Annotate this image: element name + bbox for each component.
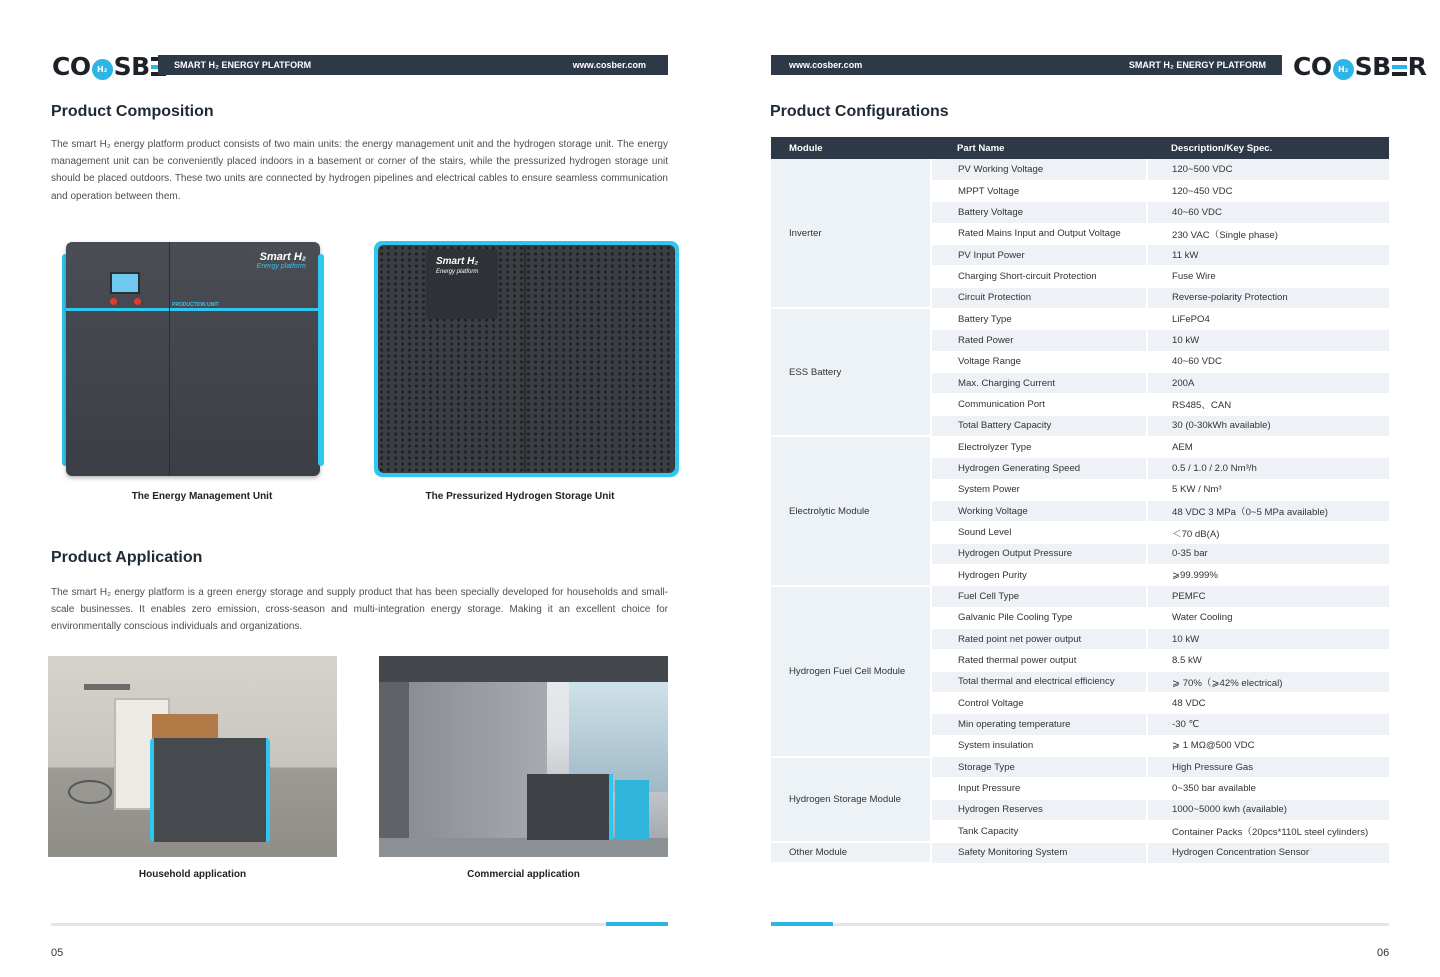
description-cell: ⩾99.999% bbox=[1147, 565, 1389, 586]
header-website[interactable]: www.cosber.com bbox=[572, 60, 646, 70]
description-cell: -30 ℃ bbox=[1147, 714, 1389, 735]
footer-accent-right bbox=[771, 922, 833, 926]
table-row bbox=[771, 586, 1389, 607]
description-cell: AEM bbox=[1147, 436, 1389, 457]
description-cell: 120~500 VDC bbox=[1147, 159, 1389, 180]
description-cell: ⩾ 1 MΩ@500 VDC bbox=[1147, 735, 1389, 756]
part-name-cell: System insulation bbox=[931, 735, 1147, 756]
footer-line-right bbox=[771, 923, 1389, 926]
part-name-cell: Total thermal and electrical efficiency bbox=[931, 671, 1147, 692]
description-cell: PEMFC bbox=[1147, 586, 1389, 607]
description-cell: Container Packs（20pcs*110L steel cylinders) bbox=[1147, 821, 1389, 842]
description-cell: 5 KW / Nm³ bbox=[1147, 479, 1389, 500]
description-cell: Reverse-polarity Protection bbox=[1147, 287, 1389, 308]
bicycle-icon bbox=[68, 780, 112, 804]
storage-brand-text bbox=[436, 257, 478, 277]
header-bar-right bbox=[771, 55, 1282, 75]
part-name-cell: Voltage Range bbox=[931, 351, 1147, 372]
part-name-cell: Rated point net power output bbox=[931, 629, 1147, 650]
household-application-photo bbox=[48, 656, 337, 857]
ground bbox=[379, 838, 668, 857]
part-name-cell: Working Voltage bbox=[931, 501, 1147, 522]
description-cell: 8.5 kW bbox=[1147, 650, 1389, 671]
storage-brand-sub: Energy platform bbox=[436, 269, 479, 275]
description-cell: 48 VDC bbox=[1147, 693, 1389, 714]
description-cell: ⩾ 70%（⩾42% electrical) bbox=[1147, 671, 1389, 692]
caption-hydrogen-storage-unit: The Pressurized Hydrogen Storage Unit bbox=[425, 491, 615, 502]
part-name-cell: Fuel Cell Type bbox=[931, 586, 1147, 607]
table-row bbox=[771, 757, 1389, 778]
application-title: Product Application bbox=[51, 549, 203, 566]
unit-brand-text bbox=[257, 252, 306, 272]
column-header-module: Module bbox=[771, 137, 931, 159]
caption-commercial-application: Commercial application bbox=[467, 869, 580, 880]
h2-badge-icon: H₂ bbox=[1333, 59, 1354, 80]
application-text: The smart H₂ energy platform is a green energy storage and supply product that has been specially developed for households and small-scale businesses. It enables zero emission, cross-season and multi-integration energy storage. Making it an excellent choice for environmentally conscious individuals and organizations. bbox=[51, 587, 668, 633]
part-name-cell: Circuit Protection bbox=[931, 287, 1147, 308]
composition-title: Product Composition bbox=[51, 103, 214, 120]
part-name-cell: Communication Port bbox=[931, 394, 1147, 415]
part-name-cell: Rated Mains Input and Output Voltage bbox=[931, 223, 1147, 244]
energy-unit-in-home bbox=[150, 738, 270, 842]
ceiling-lamp bbox=[84, 684, 130, 690]
description-cell: 0-35 bar bbox=[1147, 543, 1389, 564]
description-cell: Hydrogen Concentration Sensor bbox=[1147, 842, 1389, 863]
description-cell: Fuse Wire bbox=[1147, 266, 1389, 287]
description-cell: 10 kW bbox=[1147, 330, 1389, 351]
part-name-cell: Rated Power bbox=[931, 330, 1147, 351]
module-cell: ESS Battery bbox=[771, 308, 931, 436]
building-pillar bbox=[379, 682, 409, 857]
module-cell: Electrolytic Module bbox=[771, 436, 931, 585]
configurations-table bbox=[771, 137, 1389, 864]
description-cell: 40~60 VDC bbox=[1147, 351, 1389, 372]
part-name-cell: Hydrogen Purity bbox=[931, 565, 1147, 586]
storage-door-split bbox=[524, 245, 526, 473]
page-number-right: 06 bbox=[1377, 947, 1390, 959]
table-row bbox=[771, 842, 1389, 863]
description-cell: 10 kW bbox=[1147, 629, 1389, 650]
description-cell: 200A bbox=[1147, 372, 1389, 393]
description-cell: 230 VAC（Single phase) bbox=[1147, 223, 1389, 244]
door-split bbox=[169, 242, 170, 476]
logo-text-part: R bbox=[1407, 52, 1427, 81]
column-header-description: Description/Key Spec. bbox=[1147, 137, 1389, 159]
description-cell: 0~350 bar available bbox=[1147, 778, 1389, 799]
part-name-cell: PV Working Voltage bbox=[931, 159, 1147, 180]
table-header-row bbox=[771, 137, 1389, 159]
header-title: SMART H₂ ENERGY PLATFORM bbox=[174, 60, 312, 70]
configurations-title: Product Configurations bbox=[770, 103, 949, 120]
part-name-cell: Tank Capacity bbox=[931, 821, 1147, 842]
logo-e-bars-icon bbox=[1392, 57, 1407, 76]
h2-badge-icon: H₂ bbox=[92, 59, 113, 80]
description-cell: LiFePO4 bbox=[1147, 308, 1389, 329]
table-row bbox=[771, 308, 1389, 329]
part-name-cell: Rated thermal power output bbox=[931, 650, 1147, 671]
module-cell: Hydrogen Storage Module bbox=[771, 757, 931, 842]
header-bar-left bbox=[158, 55, 668, 75]
energy-unit-outdoor bbox=[527, 774, 613, 840]
energy-management-unit-image bbox=[60, 242, 326, 480]
commercial-application-photo bbox=[379, 656, 668, 857]
footer-line-left bbox=[51, 923, 668, 926]
logo-text-part: SB bbox=[1354, 52, 1391, 81]
part-name-cell: Hydrogen Reserves bbox=[931, 799, 1147, 820]
storage-unit-outdoor bbox=[615, 780, 649, 840]
unit-cabinet bbox=[66, 242, 320, 476]
part-name-cell: Galvanic Pile Cooling Type bbox=[931, 607, 1147, 628]
part-name-cell: Safety Monitoring System bbox=[931, 842, 1147, 863]
footer-accent-left bbox=[606, 922, 668, 926]
description-cell: ＜70 dB(A) bbox=[1147, 522, 1389, 543]
table-body bbox=[771, 159, 1389, 863]
unit-stripe bbox=[66, 308, 320, 311]
table-row bbox=[771, 159, 1389, 180]
description-cell: 1000~5000 kwh (available) bbox=[1147, 799, 1389, 820]
building-roof bbox=[379, 656, 668, 682]
start-button-icon bbox=[110, 298, 117, 305]
description-cell: RS485、CAN bbox=[1147, 394, 1389, 415]
logo-text-part: CO bbox=[1293, 52, 1332, 81]
part-name-cell: Hydrogen Generating Speed bbox=[931, 458, 1147, 479]
header-title: SMART H₂ ENERGY PLATFORM bbox=[1128, 60, 1266, 70]
description-cell: 11 kW bbox=[1147, 244, 1389, 265]
stop-button-icon bbox=[134, 298, 141, 305]
part-name-cell: System Power bbox=[931, 479, 1147, 500]
unit-brand-sub: Energy platform bbox=[256, 263, 306, 270]
caption-household-application: Household application bbox=[138, 869, 247, 880]
description-cell: 48 VDC 3 MPa（0~5 MPa available) bbox=[1147, 501, 1389, 522]
part-name-cell: Storage Type bbox=[931, 757, 1147, 778]
module-cell: Hydrogen Fuel Cell Module bbox=[771, 586, 931, 757]
unit-edge-light bbox=[318, 254, 324, 466]
module-cell: Inverter bbox=[771, 159, 931, 308]
part-name-cell: Battery Type bbox=[931, 308, 1147, 329]
part-name-cell: Hydrogen Output Pressure bbox=[931, 543, 1147, 564]
control-screen-icon bbox=[110, 272, 140, 294]
description-cell: 120~450 VDC bbox=[1147, 180, 1389, 201]
part-name-cell: Max. Charging Current bbox=[931, 372, 1147, 393]
logo-text-part: SB bbox=[113, 52, 150, 81]
table-row bbox=[771, 436, 1389, 457]
storage-brand-title: Smart H₂ bbox=[436, 256, 479, 267]
description-cell: 30 (0-30kWh available) bbox=[1147, 415, 1389, 436]
page-number-left: 05 bbox=[51, 947, 64, 959]
module-cell: Other Module bbox=[771, 842, 931, 863]
part-name-cell: Min operating temperature bbox=[931, 714, 1147, 735]
unit-label-text: PRODUCTION UNIT bbox=[172, 302, 219, 308]
storage-grille bbox=[378, 245, 675, 473]
unit-brand-title: Smart H₂ bbox=[259, 251, 306, 263]
part-name-cell: Battery Voltage bbox=[931, 202, 1147, 223]
part-name-cell: Input Pressure bbox=[931, 778, 1147, 799]
logo-text-part: CO bbox=[52, 52, 91, 81]
part-name-cell: Electrolyzer Type bbox=[931, 436, 1147, 457]
caption-energy-management-unit: The Energy Management Unit bbox=[131, 491, 273, 502]
part-name-cell: PV Input Power bbox=[931, 244, 1147, 265]
part-name-cell: Charging Short-circuit Protection bbox=[931, 266, 1147, 287]
cosber-logo-right bbox=[1293, 54, 1426, 80]
description-cell: 0.5 / 1.0 / 2.0 Nm³/h bbox=[1147, 458, 1389, 479]
part-name-cell: MPPT Voltage bbox=[931, 180, 1147, 201]
column-header-part-name: Part Name bbox=[931, 137, 1147, 159]
part-name-cell: Sound Level bbox=[931, 522, 1147, 543]
part-name-cell: Control Voltage bbox=[931, 693, 1147, 714]
description-cell: 40~60 VDC bbox=[1147, 202, 1389, 223]
description-cell: Water Cooling bbox=[1147, 607, 1389, 628]
header-website[interactable]: www.cosber.com bbox=[789, 60, 863, 70]
description-cell: High Pressure Gas bbox=[1147, 757, 1389, 778]
hydrogen-storage-unit-image bbox=[374, 241, 679, 477]
composition-text: The smart H₂ energy platform product consists of two main units: the energy management unit and the hydrogen storage unit. The energy management unit can be conveniently placed indoors in a basement or corner of the stairs, while the pressurized hydrogen storage unit should be placed outdoors. These two units are connected by hydrogen pipelines and electrical cables to ensure seamless communication and operation between them. bbox=[51, 139, 668, 202]
part-name-cell: Total Battery Capacity bbox=[931, 415, 1147, 436]
